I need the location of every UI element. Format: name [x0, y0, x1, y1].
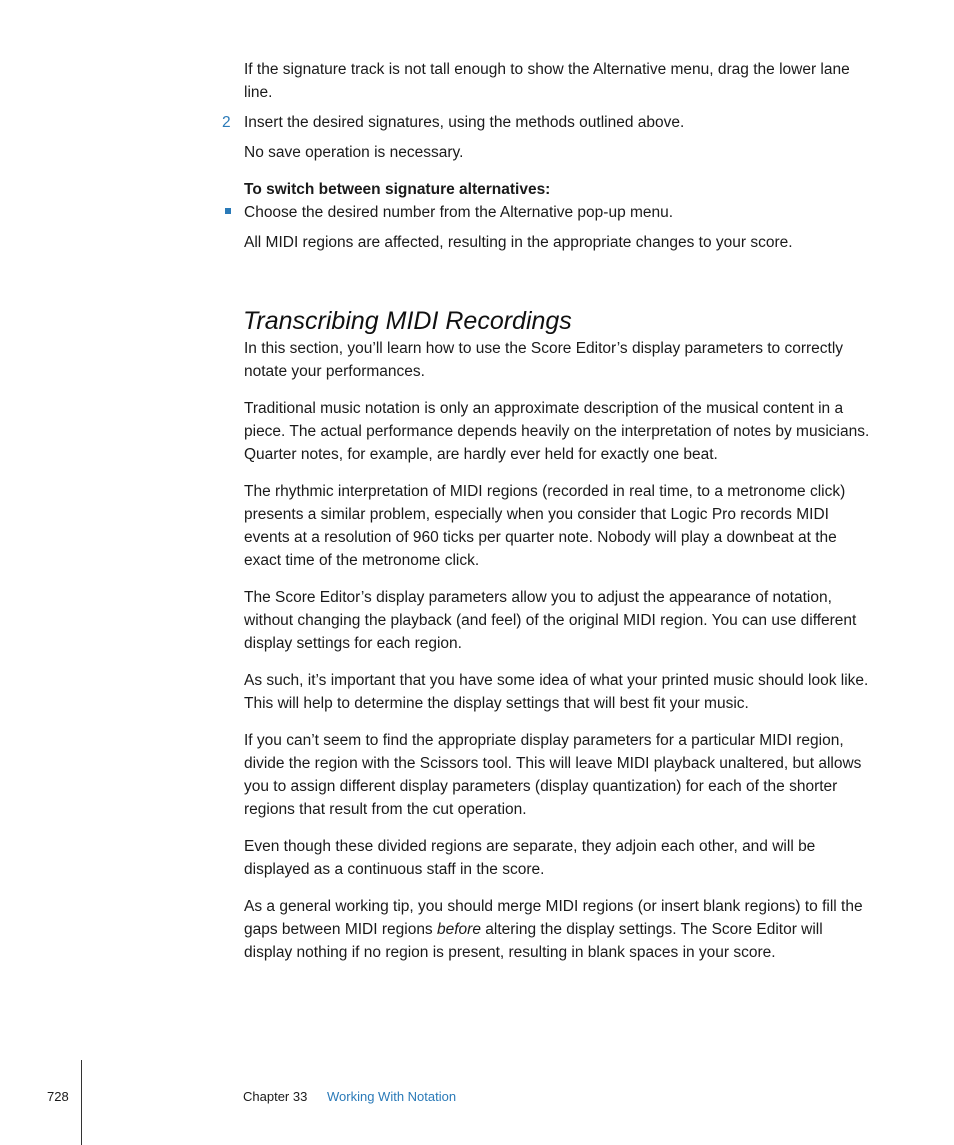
bullet-marker [225, 208, 231, 214]
footer-divider [81, 1060, 82, 1145]
section-paragraph: If you can’t seem to find the appropriate display parameters for a particular MIDI region, divide the region with the Scissors tool. This will leave MIDI playback unaltered, but allows you to assign different display parameters (display quantization) for each of the shorter regions that result from the cut operation. [244, 732, 862, 818]
section-paragraph-last [244, 895, 874, 964]
section-paragraph: Traditional music notation is only an approximate description of the musical content in a piece. The actual performance depends heavily on the interpretation of notes by musicians. Quarter notes, for example, are hardly ever held for exactly one beat. [244, 400, 870, 463]
paragraph-drag-lane: If the signature track is not tall enough to show the Alternative menu, drag the lower lane line. [244, 61, 850, 101]
paragraph-result: All MIDI regions are affected, resulting in the appropriate changes to your score. [244, 234, 793, 251]
paragraph-text-end: altering the display settings. The Score Editor will display nothing if no region is present, resulting in blank spaces in your score. [244, 921, 823, 961]
section-paragraph: As such, it’s important that you have some idea of what your printed music should look like. This will help to determine the display settings that will best fit your music. [244, 672, 869, 712]
page-number: 728 [47, 1089, 69, 1104]
section-paragraph: The rhythmic interpretation of MIDI regions (recorded in real time, to a metronome click) presents a similar problem, especially when you consider that Logic Pro records MIDI events at a resolution of 960 ticks per quarter note. Nobody will play a downbeat at the exact time of the metronome click. [244, 483, 846, 569]
footer-chapter-link[interactable]: Working With Notation [327, 1089, 457, 1104]
step-text: Insert the desired signatures, using the methods outlined above. [244, 114, 685, 131]
paragraph-no-save: No save operation is necessary. [244, 144, 464, 161]
emphasis-before: before [437, 921, 481, 938]
section-paragraph: In this section, you’ll learn how to use the Score Editor’s display parameters to correctly notate your performances. [244, 340, 844, 380]
step-number: 2 [222, 114, 231, 131]
paragraph-text-start: As a general working tip, you should merge MIDI regions (or insert blank regions) to fill the gaps between MIDI regions [244, 898, 863, 938]
section-paragraph: Even though these divided regions are separate, they adjoin each other, and will be displayed as a continuous staff in the score. [244, 838, 816, 878]
task-heading: To switch between signature alternatives: [244, 181, 551, 198]
bullet-text: Choose the desired number from the Alternative pop-up menu. [244, 204, 674, 221]
section-paragraph: The Score Editor’s display parameters allow you to adjust the appearance of notation, without changing the playback (and feel) of the original MIDI region. You can use different display settings for each region. [244, 589, 857, 652]
footer-chapter: Chapter 33 [243, 1089, 308, 1104]
section-title: Transcribing MIDI Recordings [243, 307, 572, 335]
